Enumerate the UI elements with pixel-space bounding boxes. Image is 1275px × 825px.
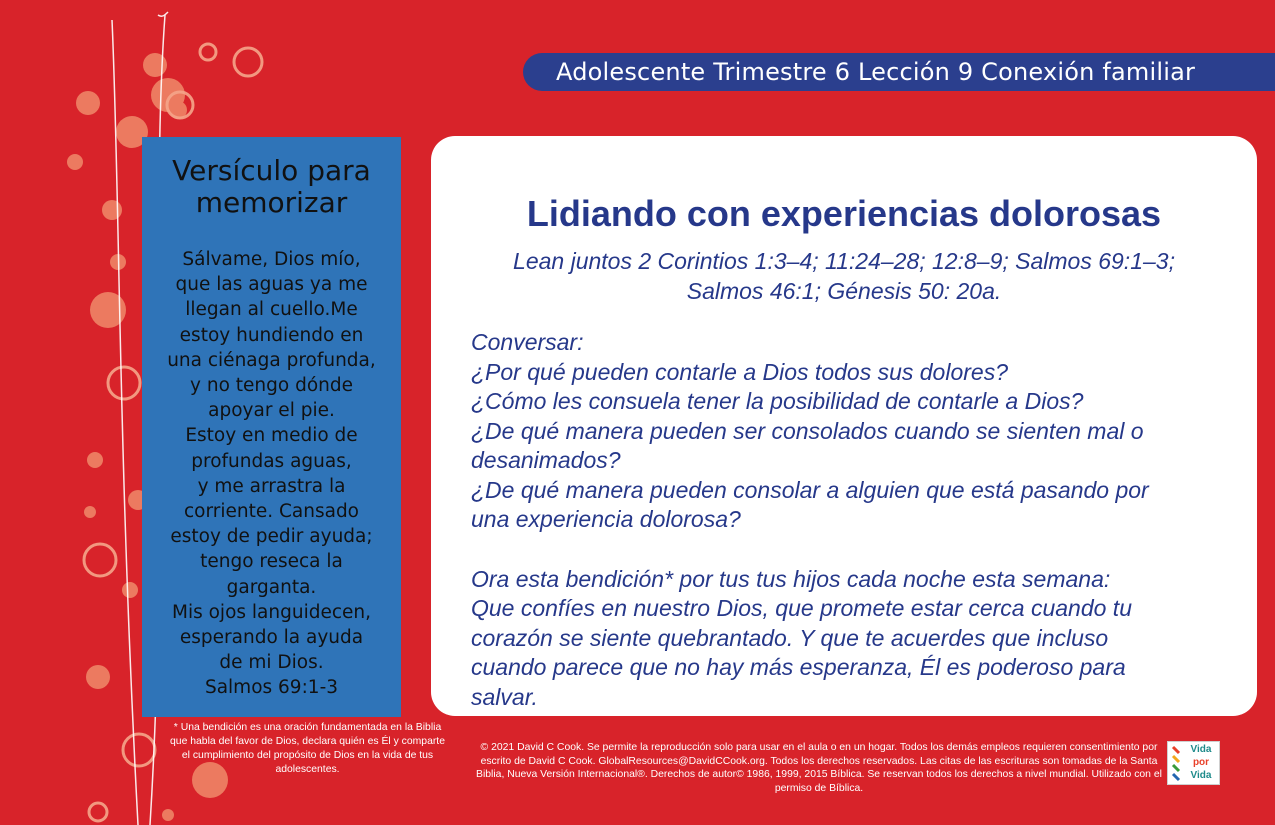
blessing-footnote: * Una bendición es una oración fundamentada en la Biblia que habla del favor de Dios, declara quién es Él y comparte el cumplimiento del propósito de Dios en la vida de tus adolescentes.	[170, 722, 445, 775]
section-gap	[471, 535, 1231, 565]
verse-line: de mi Dios.	[219, 652, 324, 674]
memory-verse-title	[142, 155, 401, 219]
conversation-line: ¿Cómo les consuela tener la posibilidad de contarle a Dios?	[471, 388, 1084, 414]
memory-verse-text	[150, 247, 393, 701]
conversation-line: ¿Por qué pueden contarle a Dios todos sus dolores?	[471, 358, 1008, 385]
card-body	[471, 328, 1231, 712]
memory-verse-title-line: memorizar	[195, 186, 348, 219]
verse-line: y me arrastra la	[197, 475, 346, 497]
memory-verse-panel	[142, 137, 401, 717]
verse-line: Mis ojos languidecen,	[171, 601, 371, 623]
conversation-heading: Conversar:	[471, 329, 584, 355]
logo-text	[1183, 743, 1219, 782]
memory-verse-title-line: Versículo para	[172, 154, 371, 187]
verse-line: estoy de pedir ayuda;	[170, 526, 373, 548]
logo-line: por	[1192, 757, 1210, 768]
lesson-card	[431, 136, 1257, 716]
verse-line: esperando la ayuda	[179, 627, 364, 649]
verse-line: Sálvame, Dios mío,	[182, 249, 361, 270]
scripture-references	[461, 246, 1227, 306]
prayer-line: corazón se siente quebrantado. Y que te acuerdes que incluso	[471, 624, 1109, 651]
prayer-heading: Ora esta bendición* por tus tus hijos cada noche esta semana:	[471, 565, 1111, 592]
verse-line: que las aguas ya me	[175, 274, 368, 296]
lesson-header: Adolescente Trimestre 6 Lección 9 Conexión familiar	[523, 53, 1275, 91]
verse-line: profundas aguas,	[191, 450, 352, 472]
prayer-line: Que confíes en nuestro Dios, que promete estar cerca cuando tu	[471, 595, 1132, 621]
prayer-line: cuando parece que no hay más esperanza, Él es poderoso para	[471, 654, 1126, 680]
verse-line: tengo reseca la	[200, 551, 343, 573]
verse-line: corriente. Cansado	[183, 501, 360, 523]
conversation-line: desanimados?	[471, 447, 621, 473]
logo-line: Vida	[1190, 744, 1212, 755]
verse-line: y no tengo dónde	[190, 375, 353, 397]
conversation-line: ¿De qué manera pueden consolar a alguien que está pasando por	[471, 476, 1149, 503]
verse-reference: Salmos 69:1-3	[204, 677, 339, 699]
reference-line: Lean juntos 2 Corintios 1:3–4; 11:24–28; 12:8–9; Salmos 69:1–3;	[513, 248, 1175, 274]
copyright-notice: © 2021 David C Cook. Se permite la reproducción solo para usar en el aula o en un hogar. Todos los demás empleos requieren consentimiento por escrito de David C Cook. GlobalResources@DavidCCook.org. Todos los derechos reservados. Las citas de las escrituras son tomadas de la Santa Biblia, Nueva Versión Internacional®. Derechos de autor© 1986, 1999, 2015 Bíblica. Se reservan todos los derechos a nivel mundial. Utilizado con el permiso de Bíblica.	[476, 742, 1162, 795]
conversation-line: una experiencia dolorosa?	[471, 506, 741, 532]
verse-line: una ciénaga profunda,	[167, 349, 376, 371]
prayer-line: salvar.	[471, 683, 538, 710]
verse-line: garganta.	[226, 576, 317, 598]
verse-line: Estoy en medio de	[185, 425, 358, 447]
verse-line: llegan al cuello.Me	[185, 299, 358, 321]
verse-line: apoyar el pie.	[208, 400, 335, 422]
card-title: Lidiando con experiencias dolorosas	[526, 193, 1162, 234]
conversation-line: ¿De qué manera pueden ser consolados cuando se sienten mal o	[471, 417, 1144, 444]
verse-line: estoy hundiendo en	[179, 324, 364, 346]
logo-stripes-icon	[1170, 744, 1184, 784]
reference-line: Salmos 46:1; Génesis 50: 20a.	[686, 278, 1002, 304]
logo-line: Vida	[1190, 770, 1212, 781]
vida-por-vida-logo	[1167, 741, 1220, 785]
